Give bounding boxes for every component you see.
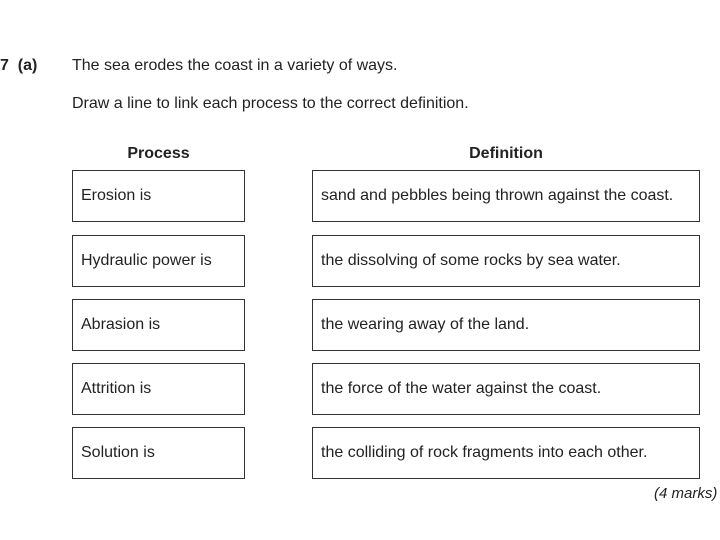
question-part: (a): [17, 57, 38, 74]
question-number: [0, 57, 37, 75]
process-label: Solution is: [81, 444, 155, 461]
definition-text: sand and pebbles being thrown against the coast.: [321, 187, 674, 204]
process-box-erosion[interactable]: [72, 170, 245, 222]
definition-box-1[interactable]: [312, 170, 700, 222]
process-label: Abrasion is: [81, 316, 161, 333]
process-column-heading: Process: [127, 145, 190, 162]
process-box-attrition[interactable]: [72, 363, 245, 415]
process-box-abrasion[interactable]: [72, 299, 245, 351]
question-stem: The sea erodes the coast in a variety of ways.: [72, 57, 398, 74]
question-number-value: 7: [0, 57, 9, 74]
definition-box-3[interactable]: [312, 299, 700, 351]
definition-box-4[interactable]: [312, 363, 700, 415]
process-box-solution[interactable]: [72, 427, 245, 479]
definition-text: the dissolving of some rocks by sea water.: [321, 252, 621, 269]
definition-box-2[interactable]: [312, 235, 700, 287]
definition-column-heading: Definition: [469, 145, 543, 162]
definition-text: the colliding of rock fragments into each other.: [321, 444, 648, 461]
process-label: Hydraulic power is: [81, 252, 212, 269]
marks-allocation: (4 marks): [654, 485, 718, 502]
process-box-hydraulic-power[interactable]: [72, 235, 245, 287]
process-label: Erosion is: [81, 187, 152, 204]
definition-text: the force of the water against the coast.: [321, 380, 602, 397]
definition-text: the wearing away of the land.: [321, 316, 530, 333]
process-label: Attrition is: [81, 380, 152, 397]
definition-box-5[interactable]: [312, 427, 700, 479]
question-instruction: Draw a line to link each process to the correct definition.: [72, 95, 469, 112]
